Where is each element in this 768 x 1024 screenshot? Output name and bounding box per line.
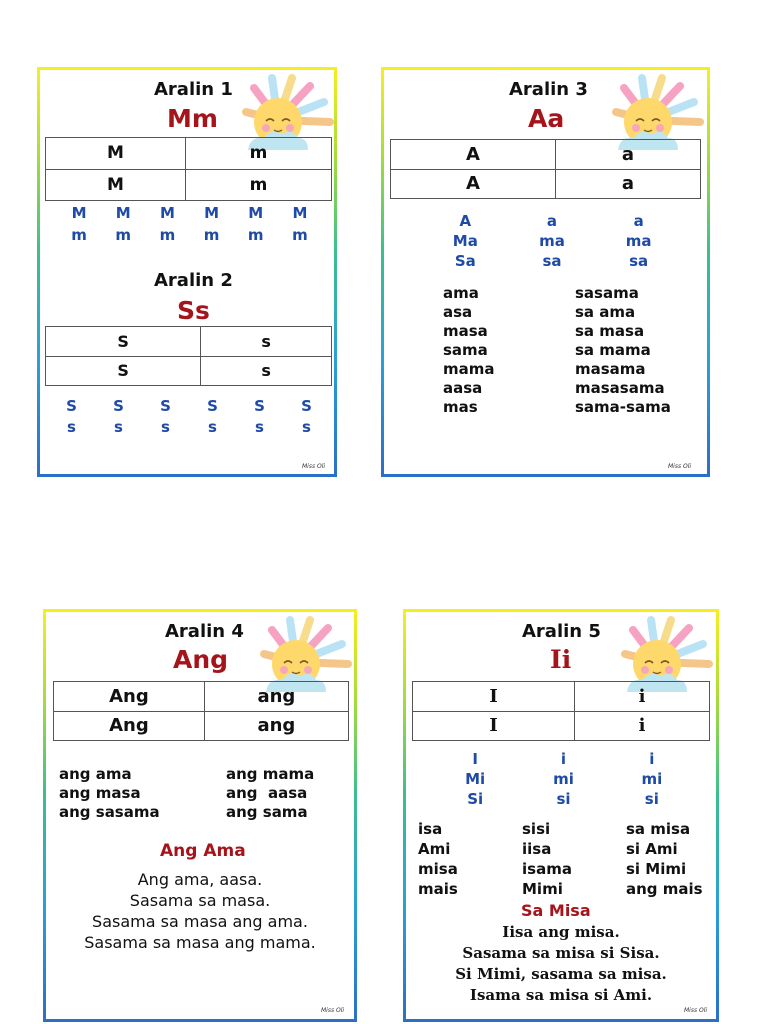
- syllable-item: Mi: [465, 770, 486, 788]
- word-item: isama: [522, 860, 572, 878]
- lesson-letter: Aa: [528, 104, 565, 133]
- letter-practice-grid: [57, 204, 322, 244]
- word-item: aasa: [443, 379, 483, 397]
- table-cell: I: [413, 682, 575, 712]
- lesson-letter: Mm: [167, 104, 218, 133]
- story-line: Sasama sa masa.: [129, 891, 271, 910]
- word-item: mais: [418, 880, 458, 898]
- word-item: ang sasama: [59, 803, 160, 821]
- story-title: Ang Ama: [160, 841, 246, 861]
- story-line: Sasama sa masa ang mama.: [84, 933, 316, 952]
- syllable-item: si: [556, 790, 571, 808]
- letter-item: s: [67, 418, 76, 436]
- lesson-title: Aralin 5: [522, 621, 601, 642]
- table-cell: S: [46, 327, 201, 357]
- story-line: Sasama sa misa si Sisa.: [462, 944, 660, 962]
- letter-item: S: [113, 397, 124, 415]
- table-cell: S: [46, 356, 201, 386]
- table-cell: ang: [204, 711, 348, 741]
- syllable-item: I: [472, 750, 478, 768]
- word-item: ang sama: [226, 803, 308, 821]
- syllable-item: mi: [641, 770, 663, 788]
- letter-item: S: [207, 397, 218, 415]
- letter-item: m: [71, 226, 87, 244]
- letter-table: [45, 326, 332, 386]
- letter-item: m: [292, 226, 308, 244]
- table-cell: M: [46, 138, 186, 170]
- syllable-item: ma: [539, 232, 565, 250]
- word-list-left: [59, 765, 160, 822]
- word-item: isa: [418, 820, 443, 838]
- letter-table: [390, 139, 701, 199]
- table-cell: m: [185, 138, 331, 170]
- letter-item: s: [255, 418, 264, 436]
- author-signature: Miss Oli: [684, 1007, 708, 1014]
- lesson-card-aralin-5: [403, 609, 719, 1022]
- letter-table: [45, 137, 332, 201]
- letter-practice-grid: [48, 397, 330, 436]
- word-item: si Mimi: [626, 860, 687, 878]
- word-item: sa masa: [575, 322, 645, 340]
- word-item: sama: [443, 341, 488, 359]
- syllable-item: Ma: [452, 232, 478, 250]
- table-cell: A: [391, 169, 556, 199]
- letter-item: M: [71, 204, 87, 222]
- word-item: sisi: [522, 820, 551, 838]
- lesson-card-aralin-4: [43, 609, 357, 1022]
- table-cell: m: [185, 169, 331, 201]
- table-cell: M: [46, 169, 186, 201]
- syllable-item: Si: [467, 790, 484, 808]
- word-item: sama-sama: [575, 398, 671, 416]
- letter-item: M: [248, 204, 264, 222]
- table-cell: a: [555, 140, 700, 170]
- lesson-title: Aralin 3: [509, 79, 588, 100]
- letter-item: s: [161, 418, 170, 436]
- word-grid: [418, 819, 714, 899]
- word-item: ang ama: [59, 765, 132, 783]
- syllable-item: i: [560, 750, 567, 768]
- syllable-grid: [431, 750, 696, 808]
- syllable-item: ma: [625, 232, 652, 250]
- syllable-item: mi: [553, 770, 574, 788]
- word-item: iisa: [522, 840, 552, 858]
- letter-item: m: [247, 226, 264, 244]
- reading-passage: [406, 922, 716, 1006]
- word-item: masama: [575, 360, 646, 378]
- author-signature: Miss Oli: [321, 1007, 345, 1014]
- table-cell: s: [201, 327, 332, 357]
- word-item: sa mama: [575, 341, 651, 359]
- letter-item: m: [115, 226, 132, 244]
- word-list-right: [226, 765, 314, 822]
- letter-item: S: [66, 397, 77, 415]
- letter-item: m: [203, 226, 220, 244]
- word-item: masa: [443, 322, 488, 340]
- lesson-letter: Ii: [550, 645, 572, 674]
- lesson-title: Aralin 1: [154, 79, 233, 100]
- letter-item: M: [115, 204, 131, 222]
- syllable-item: a: [546, 212, 558, 230]
- letter-item: M: [159, 204, 175, 222]
- syllable-item: sa: [542, 252, 562, 270]
- lesson-card-aralin-3: [381, 67, 710, 477]
- table-cell: Ang: [54, 711, 205, 741]
- syllable-item: Sa: [454, 252, 476, 270]
- syllable-item: A: [459, 212, 472, 230]
- word-item: mas: [443, 398, 478, 416]
- author-signature: Miss Oli: [668, 463, 692, 470]
- word-item: ama: [443, 284, 479, 302]
- syllable-item: i: [649, 750, 655, 768]
- word-list-left: [443, 284, 495, 417]
- letter-item: M: [292, 204, 308, 222]
- story-line: Iisa ang misa.: [502, 923, 620, 941]
- letter-item: S: [301, 397, 312, 415]
- syllable-item: sa: [629, 252, 649, 270]
- table-cell: a: [555, 169, 700, 199]
- story-line: Ang ama, aasa.: [137, 870, 263, 889]
- word-item: ang masa: [59, 784, 141, 802]
- word-item: ang mais: [626, 880, 703, 898]
- letter-item: m: [159, 226, 176, 244]
- story-title: Sa Misa: [521, 901, 591, 920]
- lesson-title: Aralin 4: [165, 621, 244, 642]
- letter-item: s: [302, 418, 311, 436]
- letter-item: M: [204, 204, 220, 222]
- word-item: sa misa: [626, 820, 691, 838]
- table-cell: Ang: [54, 682, 205, 712]
- word-list-right: [575, 284, 671, 417]
- table-cell: I: [413, 711, 575, 741]
- letter-item: S: [160, 397, 171, 415]
- letter-item: s: [208, 418, 217, 436]
- syllable-grid: [422, 212, 682, 270]
- letter-item: S: [254, 397, 265, 415]
- word-item: misa: [418, 860, 458, 878]
- word-item: si Ami: [626, 840, 678, 858]
- word-item: Mimi: [522, 880, 563, 898]
- word-item: sa ama: [575, 303, 636, 321]
- lesson-title: Aralin 2: [154, 270, 233, 291]
- author-signature: Miss Oli: [302, 463, 326, 470]
- story-line: Si Mimi, sasama sa misa.: [455, 965, 667, 983]
- story-line: Sasama sa masa ang ama.: [92, 912, 308, 931]
- lesson-letter: Ang: [173, 645, 229, 674]
- word-item: sasama: [575, 284, 639, 302]
- word-item: asa: [443, 303, 473, 321]
- lesson-letter: Ss: [177, 296, 210, 325]
- word-item: masasama: [575, 379, 665, 397]
- reading-passage: [46, 869, 354, 953]
- lesson-card-aralin-1-2: [37, 67, 337, 477]
- letter-table: [412, 681, 710, 741]
- word-item: mama: [443, 360, 495, 378]
- story-line: Isama sa misa si Ami.: [469, 986, 653, 1004]
- table-cell: i: [575, 711, 710, 741]
- letter-item: s: [114, 418, 123, 436]
- table-cell: s: [201, 356, 332, 386]
- syllable-item: si: [644, 790, 659, 808]
- word-item: Ami: [418, 840, 451, 858]
- syllable-item: a: [633, 212, 644, 230]
- word-item: ang mama: [226, 765, 315, 783]
- table-cell: A: [391, 140, 556, 170]
- word-item: ang aasa: [226, 784, 308, 802]
- table-cell: ang: [204, 682, 348, 712]
- table-cell: i: [575, 682, 710, 712]
- letter-table: [53, 681, 349, 741]
